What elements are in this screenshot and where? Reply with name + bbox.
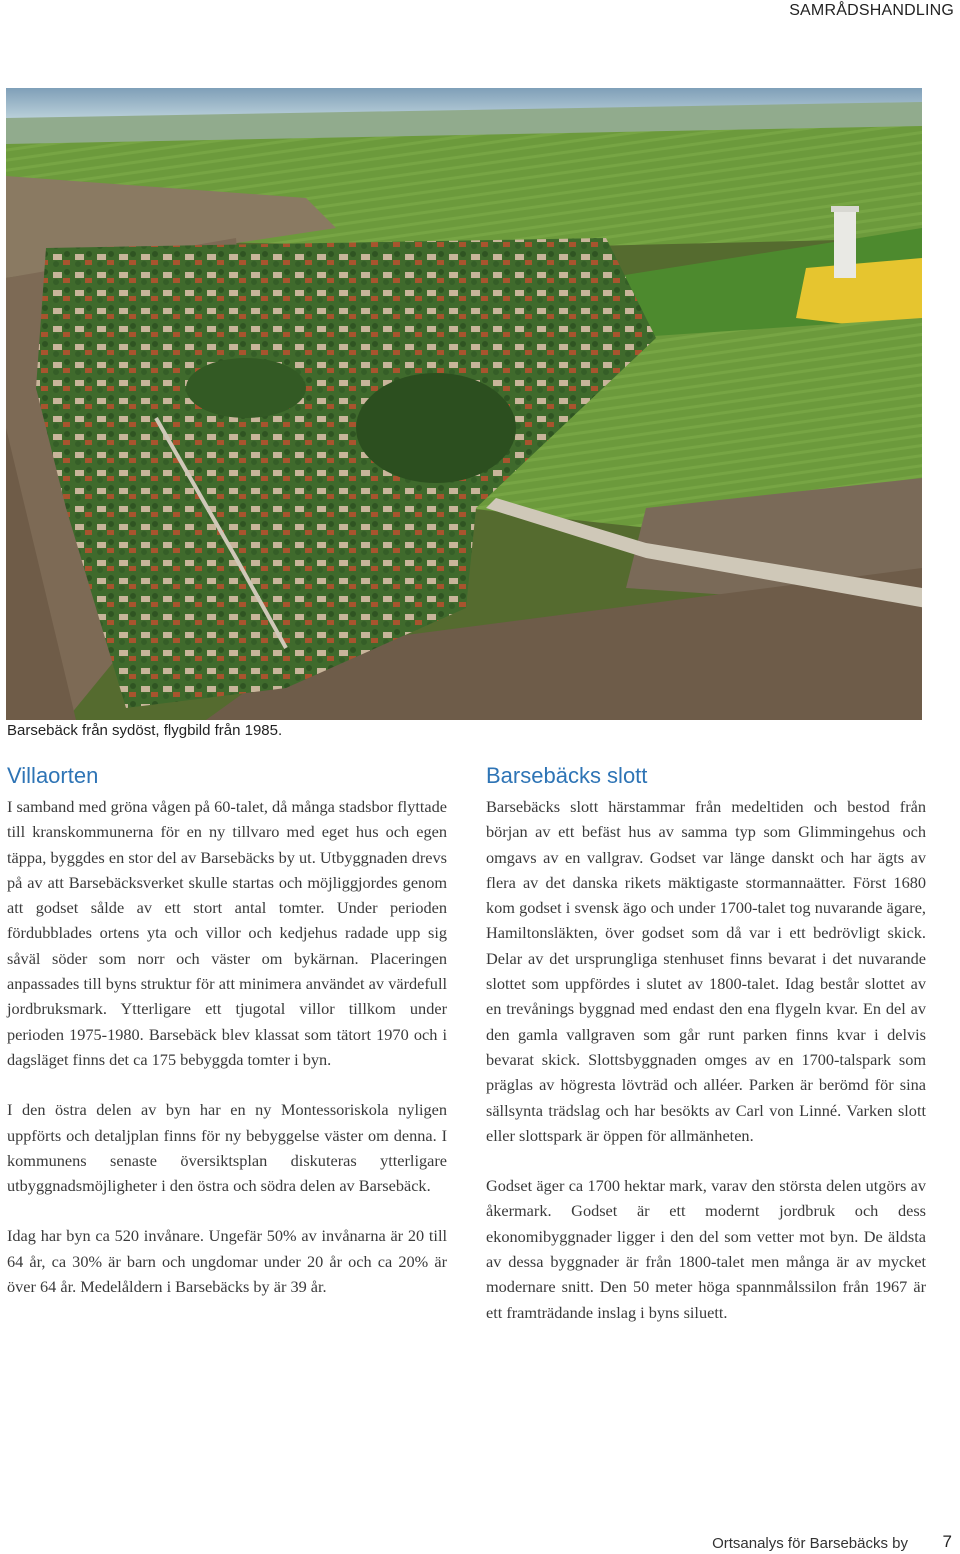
left-column (7, 762, 447, 1324)
aerial-photo-illustration (6, 88, 922, 720)
aerial-photo (6, 88, 922, 720)
footer-title: Ortsanalys för Barsebäcks by (712, 1535, 908, 1552)
paragraph: Idag har byn ca 520 invånare. Ungefär 50% av invånarna är 20 till 64 år, ca 30% är barn och ungdomar under 20 år och ca 20% är över 64 år. Medelåldern i Barsebäcks by är 39 år. (7, 1226, 447, 1297)
figure-caption: Barsebäck från sydöst, flygbild från 1985. (7, 722, 283, 739)
paragraph: I samband med gröna vågen på 60-talet, då många stadsbor flyttade till kranskommunerna för en ny tillvaro med eget hus och egen täppa, byggdes en stor del av Barsebäcks by ut. Utbyggnaden drevs på av att Barsebäcksverket skulle startas och möjliggjordes genom att godset sålde av ett stort antal tomter. Under perioden fördubblades ortens yta och villor och kedjehus radade upp sig såväl söder som norr och väster om bykärnan. Placeringen anpassades till byns struktur för att minimera användet av värdefull jordbruksmark. Ytterligare ett tjugotal villor tillkom under perioden 1975-1980. Barsebäck blev klassat som tätort 1970 och i dagsläget finns det ca 175 bebyggda tomter i byn. (7, 797, 447, 1069)
running-header: SAMRÅDSHANDLING (789, 2, 954, 19)
paragraph: Godset äger ca 1700 hektar mark, varav den största delen utgörs av åkermark. Godset är ett modernt jordbruk och dess ekonomibyggnader ligger i den del som vetter mot byn. De äldsta av dessa byggnader är från 1800-talet men många är av mycket modernare snitt. Den 50 meter höga spannmålssilon från 1967 är ett framträdande inslag i byns siluett. (486, 1176, 926, 1322)
right-column (486, 762, 926, 1350)
section-heading-villaorten: Villaorten (7, 763, 99, 788)
section-heading-barsebacks-slott: Barsebäcks slott (486, 763, 648, 788)
paragraph: Barsebäcks slott härstammar från medeltiden och bestod från början av ett befäst hus av samma typ som Glimmingehus och omgavs av en vallgrav. Godset var länge danskt och har ägts av flera av det danska rikets mäktigaste stormannaätter. Först 1680 kom godset i svensk ägo och under 1700-talet tog nuvarande ägare, Hamiltonsläkten, över godset som då var i ett bedrövligt skick. Delar av det ursprungliga stenhuset finns bevarat i det nuvarande slottet som uppfördes i slutet av 1800-talet. Idag består slottet av en trevånings byggnad med endast den ena flygeln kvar. En del av den gamla vallgraven som går runt parken finns kvar i delvis bevarat skick. Slottsbyggnaden omges av en 1700-talspark som präglas av högresta lövträd och alléer. Parken är berömd för sina sällsynta trädslag och har besökts av Carl von Linné. Varken slott eller slottspark är öppen för allmänheten. (486, 797, 926, 1145)
page-number: 7 (942, 1532, 952, 1551)
paragraph: I den östra delen av byn har en ny Montessoriskola nyligen uppförts och detaljplan finns för ny bebyggelse väster om denna. I kommunens senaste översiktsplan diskuteras ytterligare utbyggnadsmöjligheter i den östra och södra delen av Barsebäck. (7, 1100, 447, 1196)
